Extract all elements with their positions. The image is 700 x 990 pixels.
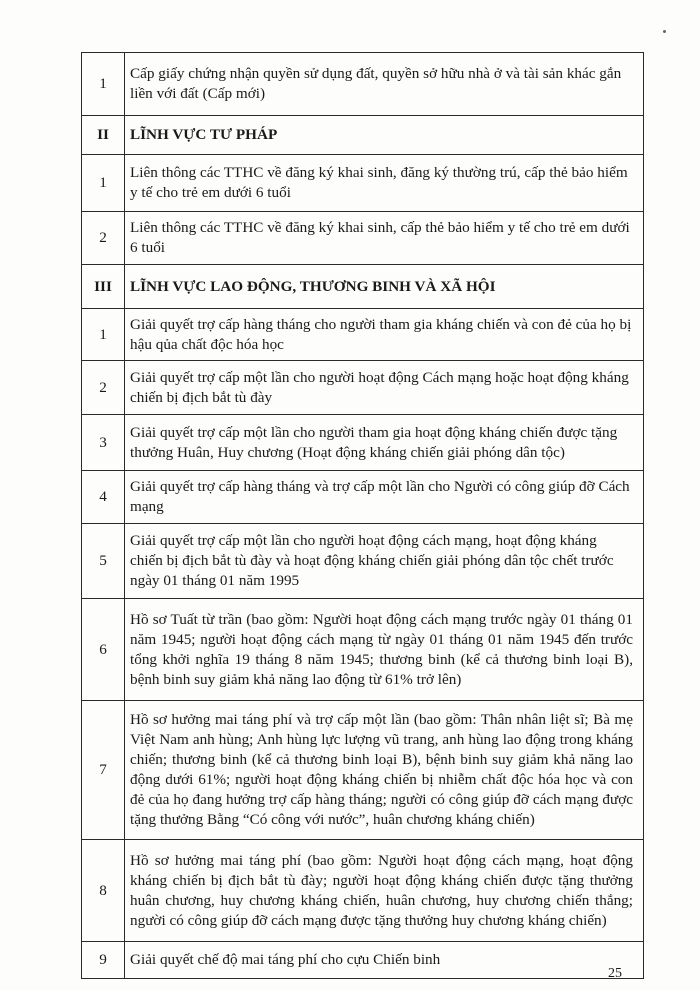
- row-text: Cấp giấy chứng nhận quyền sử dụng đất, quyền sở hữu nhà ở và tài sản khác gắn liền với đất (Cấp mới): [125, 53, 644, 116]
- row-number: 2: [82, 361, 125, 415]
- table-row: [82, 309, 644, 361]
- table-row: [82, 53, 644, 116]
- row-text: Giải quyết trợ cấp hàng tháng cho người tham gia kháng chiến và con đẻ của họ bị hậu qủa chất độc hóa học: [125, 309, 644, 361]
- table-row: [82, 415, 644, 471]
- procedure-table: [81, 52, 644, 979]
- row-number: 2: [82, 212, 125, 265]
- page-number: 25: [608, 966, 622, 981]
- row-text: Giải quyết chế độ mai táng phí cho cựu Chiến binh: [125, 942, 644, 979]
- section-title: LĨNH VỰC LAO ĐỘNG, THƯƠNG BINH VÀ XÃ HỘI: [125, 265, 644, 309]
- table-row: [82, 942, 644, 979]
- scan-speck: [663, 30, 666, 33]
- row-text: Giải quyết trợ cấp một lần cho người hoạt động Cách mạng hoặc hoạt động kháng chiến bị địch bắt tù đày: [125, 361, 644, 415]
- row-text: Hồ sơ Tuất từ trần (bao gồm: Người hoạt động cách mạng trước ngày 01 tháng 01 năm 1945; người hoạt động cách mạng từ ngày 01 tháng 01 năm 1945 đến trước tổng khởi nghĩa 19 tháng 8 năm 1945; thương binh (kể cả thương binh loại B), bệnh binh suy giảm khả năng lao động từ 61% trở lên): [125, 599, 644, 701]
- section-row: [82, 116, 644, 155]
- row-text: Giải quyết trợ cấp một lần cho người hoạt động cách mạng, hoạt động kháng chiến bị địch bắt tù đày và hoạt động kháng chiến giải phóng dân tộc chết trước ngày 01 tháng 01 năm 1995: [125, 524, 644, 599]
- section-title: LĨNH VỰC TƯ PHÁP: [125, 116, 644, 155]
- row-number: 5: [82, 524, 125, 599]
- table-row: [82, 524, 644, 599]
- table-row: [82, 361, 644, 415]
- row-number: 1: [82, 53, 125, 116]
- row-text: Hồ sơ hưởng mai táng phí và trợ cấp một lần (bao gồm: Thân nhân liệt sĩ; Bà mẹ Việt Nam anh hùng; Anh hùng lực lượng vũ trang, anh hùng lao động trong kháng chiến; thương binh (kể cả thương binh loại B), bệnh binh suy giảm khả năng lao động dưới 61%; người hoạt động kháng chiến bị nhiễm chất độc hóa học và con đẻ của họ đang hưởng trợ cấp hàng tháng; người có công giúp đỡ cách mạng được tặng thưởng Bằng “Có công với nước”, huân chương kháng chiến): [125, 701, 644, 840]
- row-number: 6: [82, 599, 125, 701]
- section-number: II: [82, 116, 125, 155]
- row-number: 7: [82, 701, 125, 840]
- row-number: 8: [82, 840, 125, 942]
- row-number: 3: [82, 415, 125, 471]
- table-row: [82, 701, 644, 840]
- section-row: [82, 265, 644, 309]
- section-number: III: [82, 265, 125, 309]
- row-number: 9: [82, 942, 125, 979]
- row-text: Giải quyết trợ cấp một lần cho người tham gia hoạt động kháng chiến được tặng thưởng Huân, Huy chương (Hoạt động kháng chiến giải phóng dân tộc): [125, 415, 644, 471]
- table-row: [82, 212, 644, 265]
- row-number: 1: [82, 155, 125, 212]
- row-text: Giải quyết trợ cấp hàng tháng và trợ cấp một lần cho Người có công giúp đỡ Cách mạng: [125, 471, 644, 524]
- table-row: [82, 471, 644, 524]
- table-row: [82, 155, 644, 212]
- table-row: [82, 840, 644, 942]
- row-text: Liên thông các TTHC về đăng ký khai sinh, đăng ký thường trú, cấp thẻ bảo hiểm y tế cho trẻ em dưới 6 tuổi: [125, 155, 644, 212]
- row-number: 1: [82, 309, 125, 361]
- row-number: 4: [82, 471, 125, 524]
- row-text: Liên thông các TTHC về đăng ký khai sinh, cấp thẻ bảo hiểm y tế cho trẻ em dưới 6 tuổi: [125, 212, 644, 265]
- row-text: Hồ sơ hưởng mai táng phí (bao gồm: Người hoạt động cách mạng, hoạt động kháng chiến bị địch bắt tù đày; người hoạt động kháng chiến được tặng thưởng huân chương, huy chương kháng chiến, huân chương, huy chương chiến thắng; người có công giúp đỡ cách mạng được tặng thưởng huy chương kháng chiến): [125, 840, 644, 942]
- table-row: [82, 599, 644, 701]
